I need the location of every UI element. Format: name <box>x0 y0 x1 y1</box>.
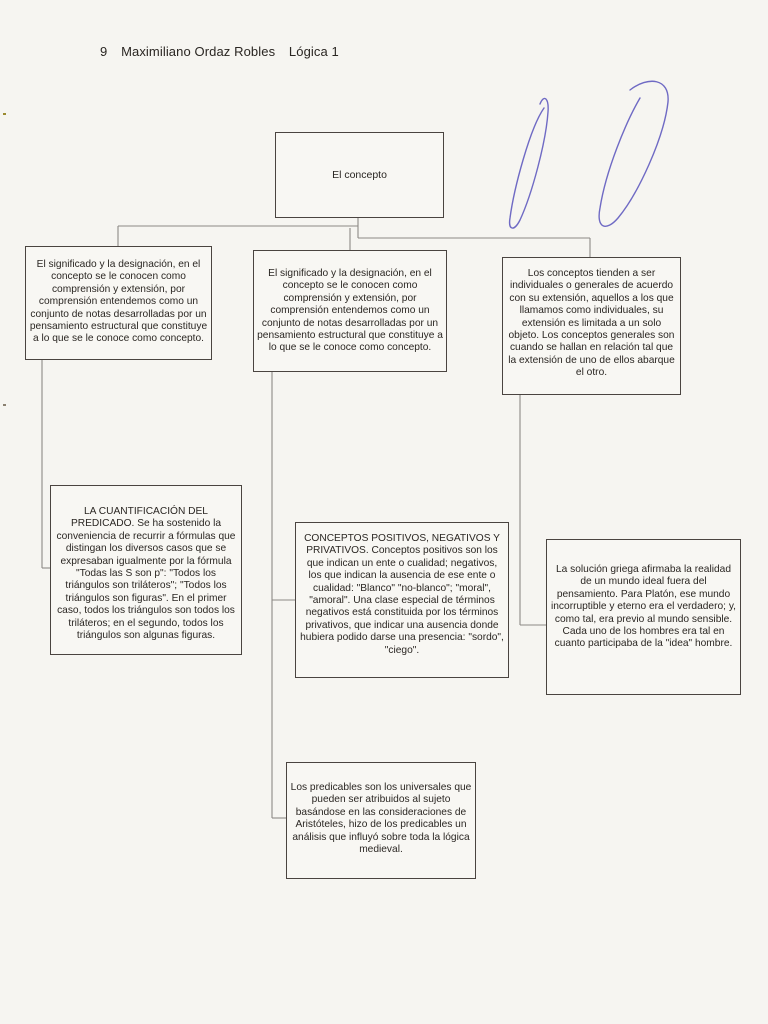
node-right-bottom <box>546 539 741 695</box>
node-center-middle <box>295 522 509 678</box>
node-left-bottom <box>50 485 242 655</box>
node-left-top <box>25 246 212 360</box>
node-center-middle-text: CONCEPTOS POSITIVOS, NEGATIVOS Y PRIVATIVOS. Conceptos positivos son los que indican un ente o cualidad; negativos, los que indican la ausencia de ese ente o cualidad: "Blanco" "no-blanco"; "moral", "amoral". Una clase especial de términos negativos está constituida por los términos privativos, que indicar una ausencia donde hubiera podido darse una presencia: "sordo", "ciego". <box>300 533 504 656</box>
paper-speck-icon <box>3 404 6 406</box>
pen-scribble-icon <box>500 68 680 238</box>
node-left-bottom-text: LA CUANTIFICACIÓN DEL PREDICADO. Se ha sostenido la conveniencia de recurrir a fórmulas que distingan los diversos casos que se expresaban igualmente por la fórmula "Todas las S son p": "Todos los triángulos son triláteros"; "Todos los triángulos son figuras". En el primer caso, todos los triángulos son todos los triláteros; en el segundo, todos los triángulos son algunas figuras. <box>56 506 236 642</box>
root-label: El concepto <box>332 168 387 181</box>
node-right-top <box>502 257 681 395</box>
author-name: Maximiliano Ordaz Robles <box>121 44 276 59</box>
node-center-top-text: El significado y la designación, en el concepto se le conocen como comprensión y extensión, por comprensión entendemos como un conjunto de notas desarrolladas por un pensamiento estructural que constituye a lo que se le conoce como concepto. <box>257 268 443 354</box>
node-center-bottom-text: Los predicables son los universales que pueden ser atribuidos al sujeto basándose en las consideraciones de Aristóteles, hizo de los predicables un análisis que influyó sobre toda la lógica medieval. <box>290 782 472 856</box>
node-center-top <box>253 250 447 372</box>
paper-speck-icon <box>3 113 6 115</box>
course-name: Lógica 1 <box>288 44 339 59</box>
node-right-top-text: Los conceptos tienden a ser individuales o generales de acuerdo con su extensión, aquellos a los que llamamos como individuales, su extensión es limitada a un solo objeto. Los conceptos generales son cuando se hallan en relación tal que la extensión de uno de ellos abarque el otro. <box>508 268 675 379</box>
node-center-bottom <box>286 762 476 879</box>
node-right-bottom-text: La solución griega afirmaba la realidad de un mundo ideal fuera del pensamiento. Para Platón, ese mundo incorruptible y eterno era el verdadero; y, como tal, era previo al mundo sensible. Cada uno de los hombres era tal en cuanto participaba de la "idea" hombre. <box>551 564 736 650</box>
page-header <box>100 44 349 59</box>
page-number: 9 <box>100 44 108 59</box>
diagram-root-node <box>275 132 444 218</box>
node-left-top-text: El significado y la designación, en el concepto se le conocen como comprensión y extensión, por comprensión entendemos como un conjunto de notas desarrolladas por un pensamiento estructural que constituye a lo que se le conoce como concepto. <box>29 259 208 345</box>
